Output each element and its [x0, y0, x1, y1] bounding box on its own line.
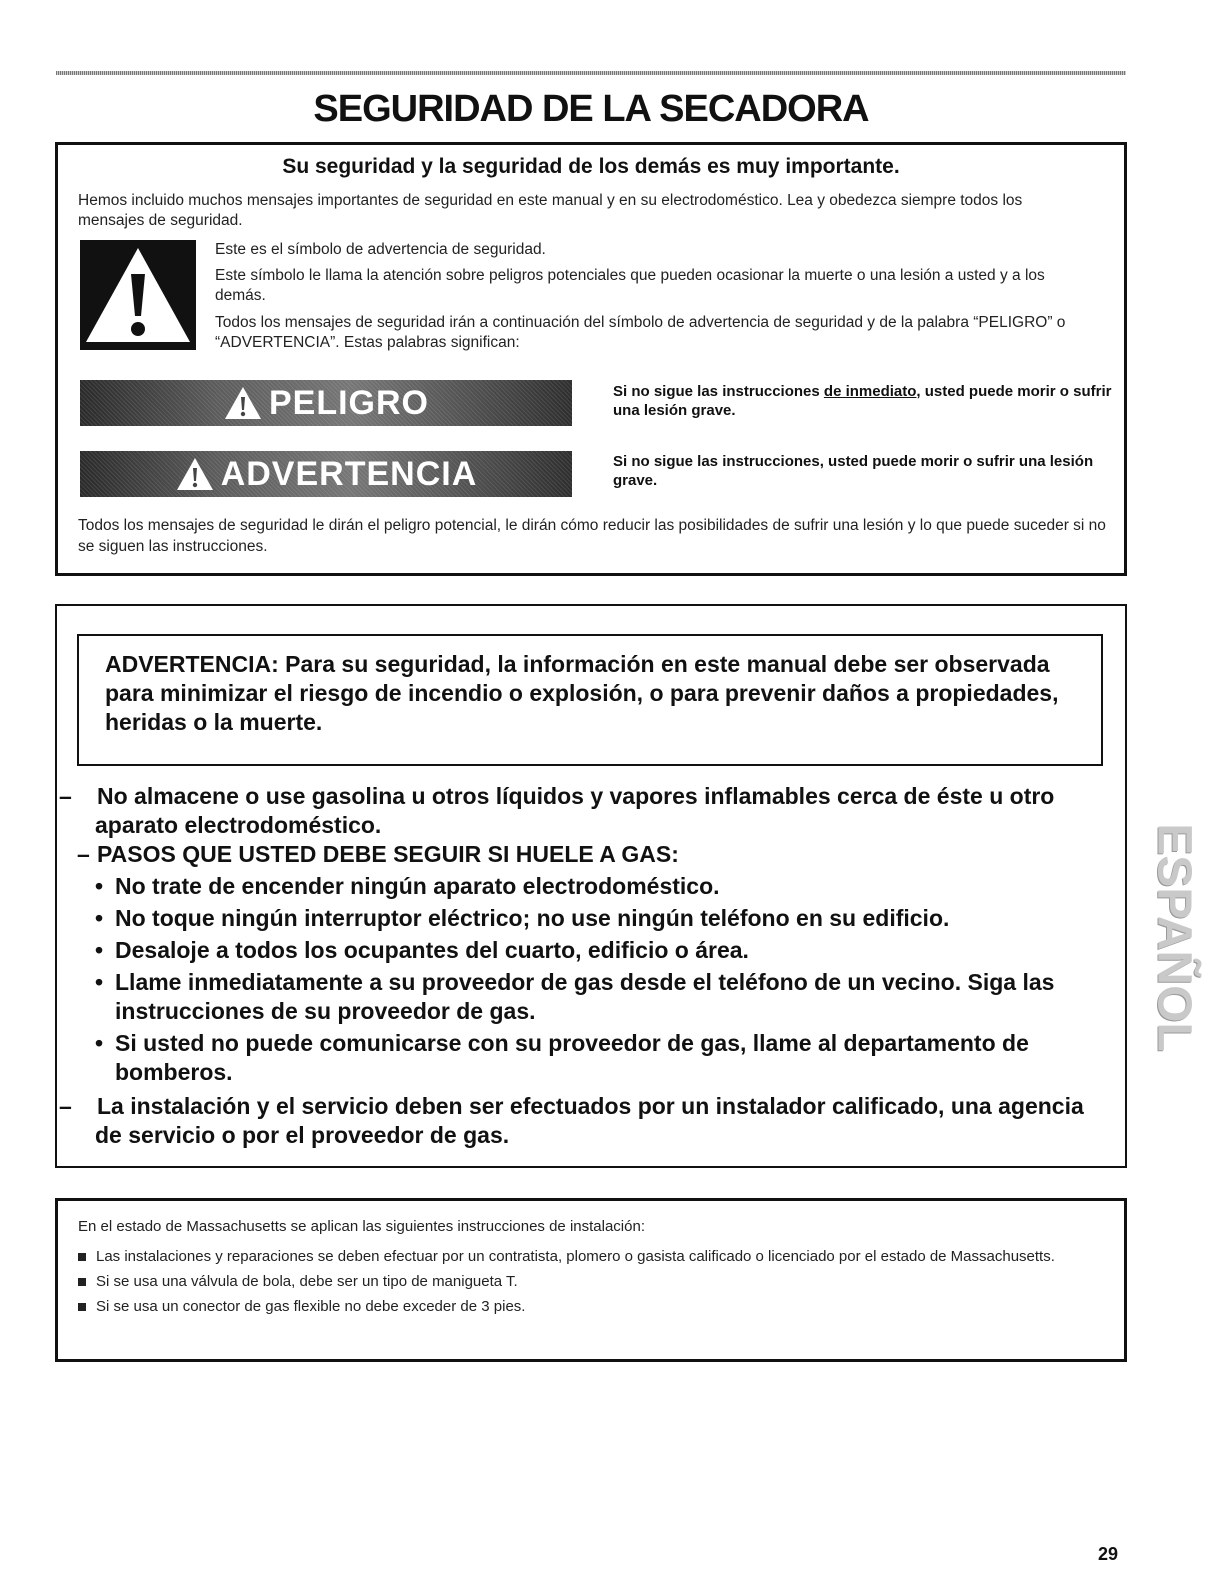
- symbol-description-3: Todos los mensajes de seguridad irán a continuación del símbolo de advertencia de seguridad y de la palabra “PELIGRO” o “ADVERTENCIA”. Estas palabras significan:: [215, 314, 1066, 351]
- safety-info-box: [55, 142, 1127, 576]
- bullet-square-icon: [78, 1278, 86, 1286]
- massachusetts-list: [78, 1247, 1098, 1322]
- list-item: Las instalaciones y reparaciones se deben efectuar por un contratista, plomero o gasista calificado o licenciado por el estado de Massachusetts.: [78, 1247, 1098, 1267]
- safety-intro: Hemos incluido muchos mensajes importantes de seguridad en este manual y en su electrodoméstico. Lea y obedezca siempre todos los mensajes de seguridad.: [78, 192, 1023, 229]
- safety-alert-symbol-icon: [80, 240, 196, 350]
- side-tab-label: ESPAÑOL: [1147, 822, 1201, 1052]
- symbol-description-1: Este es el símbolo de advertencia de seguridad.: [215, 241, 546, 258]
- bullet-square-icon: [78, 1253, 86, 1261]
- gas-item-installation: – La instalación y el servicio deben ser efectuados por un instalador calificado, una agencia de servicio o por el proveedor de gas.: [59, 1093, 1084, 1148]
- warning-triangle-icon: [175, 456, 215, 492]
- page-number: 29: [1098, 1544, 1119, 1564]
- gas-item-storage: – No almacene o use gasolina u otros líquidos y vapores inflamables cerca de éste u otro aparato electrodoméstico.: [59, 783, 1055, 838]
- page-title: SEGURIDAD DE LA SECADORA: [313, 88, 869, 130]
- list-item: • No trate de encender ningún aparato electrodoméstico.: [95, 873, 720, 899]
- peligro-description: Si no sigue las instrucciones de inmediato, usted puede morir o sufrir una lesión grave.: [613, 383, 1112, 419]
- list-item: • No toque ningún interruptor eléctrico; no use ningún teléfono en su edificio.: [95, 905, 950, 931]
- advertencia-boxed-warning: [77, 634, 1103, 766]
- safety-heading: Su seguridad y la seguridad de los demás es muy importante.: [282, 155, 900, 178]
- safety-closing: Todos los mensajes de seguridad le dirán el peligro potencial, le dirán cómo reducir las posibilidades de sufrir una lesión y lo que puede suceder si no se siguen las instrucciones.: [78, 517, 1106, 555]
- language-side-tab: [1148, 812, 1200, 1062]
- peligro-signal-bar: [80, 380, 572, 426]
- top-rule: [56, 71, 1126, 75]
- bullet-square-icon: [78, 1303, 86, 1311]
- list-item: Si se usa una válvula de bola, debe ser un tipo de manigueta T.: [78, 1272, 1098, 1292]
- advertencia-boxed-text: ADVERTENCIA: Para su seguridad, la información en este manual debe ser observada para minimizar el riesgo de incendio o explosión, o para prevenir daños a propiedades, heridas o la muerte.: [105, 651, 1059, 735]
- symbol-description-2: Este símbolo le llama la atención sobre peligros potenciales que pueden ocasionar la muerte o una lesión a usted y a los demás.: [215, 267, 1045, 304]
- list-item: • Si usted no puede comunicarse con su proveedor de gas, llame al departamento de bomberos.: [95, 1030, 1029, 1085]
- massachusetts-intro: En el estado de Massachusetts se aplican las siguientes instrucciones de instalación:: [78, 1218, 645, 1235]
- list-item: Si se usa un conector de gas flexible no debe exceder de 3 pies.: [78, 1297, 1098, 1317]
- gas-warning-box: [55, 604, 1127, 1168]
- advertencia-description: Si no sigue las instrucciones, usted puede morir o sufrir una lesión grave.: [613, 453, 1094, 489]
- peligro-label: PELIGRO: [268, 383, 430, 422]
- warning-triangle-icon: [223, 385, 263, 421]
- advertencia-label: ADVERTENCIA: [220, 454, 478, 493]
- massachusetts-box: [55, 1198, 1127, 1362]
- advertencia-signal-bar: [80, 451, 572, 497]
- list-item: • Llame inmediatamente a su proveedor de gas desde el teléfono de un vecino. Siga las instrucciones de su proveedor de gas.: [95, 969, 1055, 1024]
- list-item: • Desaloje a todos los ocupantes del cuarto, edificio o área.: [95, 937, 749, 963]
- gas-steps-list: [95, 872, 1075, 1090]
- gas-steps-heading: – PASOS QUE USTED DEBE SEGUIR SI HUELE A GAS:: [77, 841, 679, 867]
